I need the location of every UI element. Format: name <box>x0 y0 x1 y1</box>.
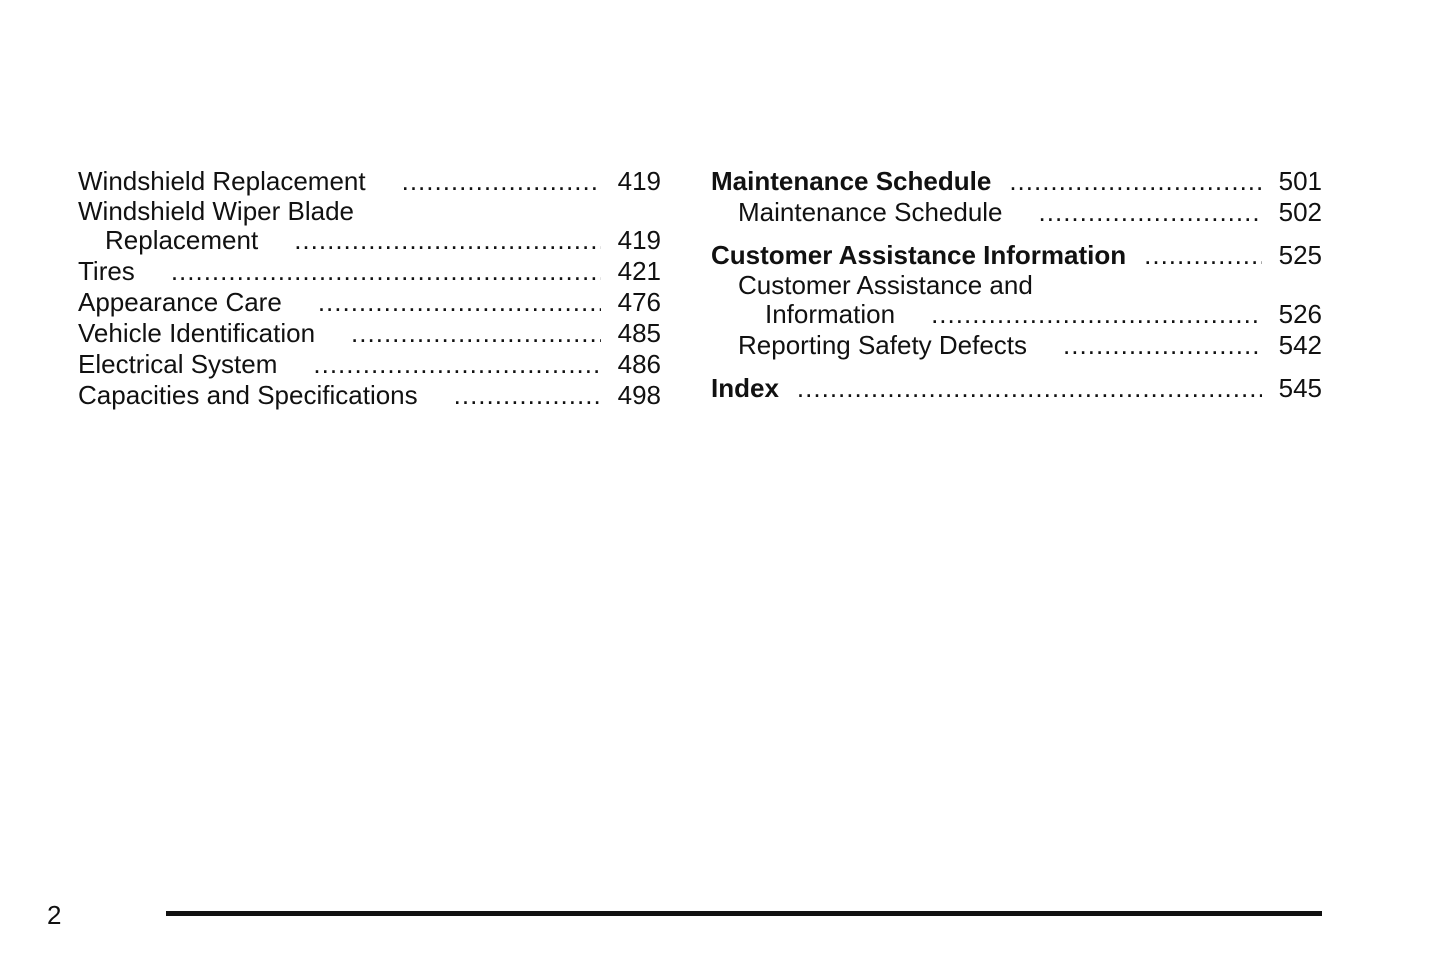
toc-entry-label: Maintenance Schedule <box>738 197 1003 227</box>
toc-entry-wiper-blade-replacement[interactable] <box>78 197 661 256</box>
toc-entry-tires[interactable] <box>78 256 661 287</box>
toc-entry-page: 502 <box>1278 197 1322 227</box>
dot-leader <box>351 318 601 349</box>
toc-entry-label: Capacities and Specifications <box>78 380 418 410</box>
toc-left-column <box>78 166 661 411</box>
toc-entry-page: 419 <box>617 225 661 255</box>
toc-heading-page: 501 <box>1278 166 1322 196</box>
footer-page-number: 2 <box>47 900 62 930</box>
toc-entry-label: Vehicle Identification <box>78 318 316 348</box>
toc-entry-windshield-replacement[interactable] <box>78 166 661 197</box>
toc-heading-index[interactable] <box>711 373 1322 404</box>
toc-entry-page: 421 <box>617 256 661 286</box>
dot-leader <box>454 380 601 411</box>
dot-leader <box>1039 197 1262 228</box>
dot-leader <box>1063 330 1262 361</box>
footer-rule <box>166 911 1322 916</box>
dot-leader <box>313 349 601 380</box>
toc-entry-electrical-system[interactable] <box>78 349 661 380</box>
toc-entry-page: 542 <box>1278 330 1322 360</box>
toc-entry-page: 526 <box>1278 299 1322 329</box>
toc-entry-label-line1: Customer Assistance and <box>738 270 1033 300</box>
toc-heading-page: 525 <box>1278 240 1322 270</box>
toc-heading-label: Customer Assistance Information <box>711 240 1127 270</box>
toc-entry-page: 476 <box>617 287 661 317</box>
toc-entry-appearance-care[interactable] <box>78 287 661 318</box>
toc-right-column <box>711 166 1322 404</box>
dot-leader <box>797 373 1262 404</box>
toc-entry-customer-assistance-information[interactable] <box>711 271 1322 330</box>
toc-entry-label: Appearance Care <box>78 287 282 317</box>
toc-entry-page: 419 <box>617 166 661 196</box>
toc-entry-label-line1: Windshield Wiper Blade <box>78 196 355 226</box>
dot-leader <box>1009 166 1262 197</box>
toc-entry-page: 485 <box>617 318 661 348</box>
toc-entry-reporting-safety-defects[interactable] <box>711 330 1322 361</box>
toc-entry-page: 498 <box>617 380 661 410</box>
toc-entry-capacities-specifications[interactable] <box>78 380 661 411</box>
toc-entry-vehicle-identification[interactable] <box>78 318 661 349</box>
toc-heading-label: Maintenance Schedule <box>711 166 992 196</box>
toc-entry-label: Electrical System <box>78 349 278 379</box>
toc-entry-label-line2: Information <box>765 299 896 329</box>
toc-entry-page: 486 <box>617 349 661 379</box>
dot-leader <box>402 166 601 197</box>
toc-heading-customer-assistance[interactable] <box>711 240 1322 271</box>
dot-leader <box>294 225 601 256</box>
section-gap <box>711 361 1322 373</box>
dot-leader <box>1144 240 1262 271</box>
toc-heading-page: 545 <box>1278 373 1322 403</box>
toc-heading-maintenance-schedule[interactable] <box>711 166 1322 197</box>
toc-entry-label: Tires <box>78 256 135 286</box>
toc-entry-label: Reporting Safety Defects <box>738 330 1028 360</box>
dot-leader <box>318 287 601 318</box>
section-gap <box>711 228 1322 240</box>
toc-entry-label-line2: Replacement <box>105 225 259 255</box>
toc-entry-label: Windshield Replacement <box>78 166 366 196</box>
toc-heading-label: Index <box>711 373 779 403</box>
dot-leader <box>171 256 601 287</box>
dot-leader <box>931 299 1262 330</box>
toc-entry-maintenance-schedule[interactable] <box>711 197 1322 228</box>
